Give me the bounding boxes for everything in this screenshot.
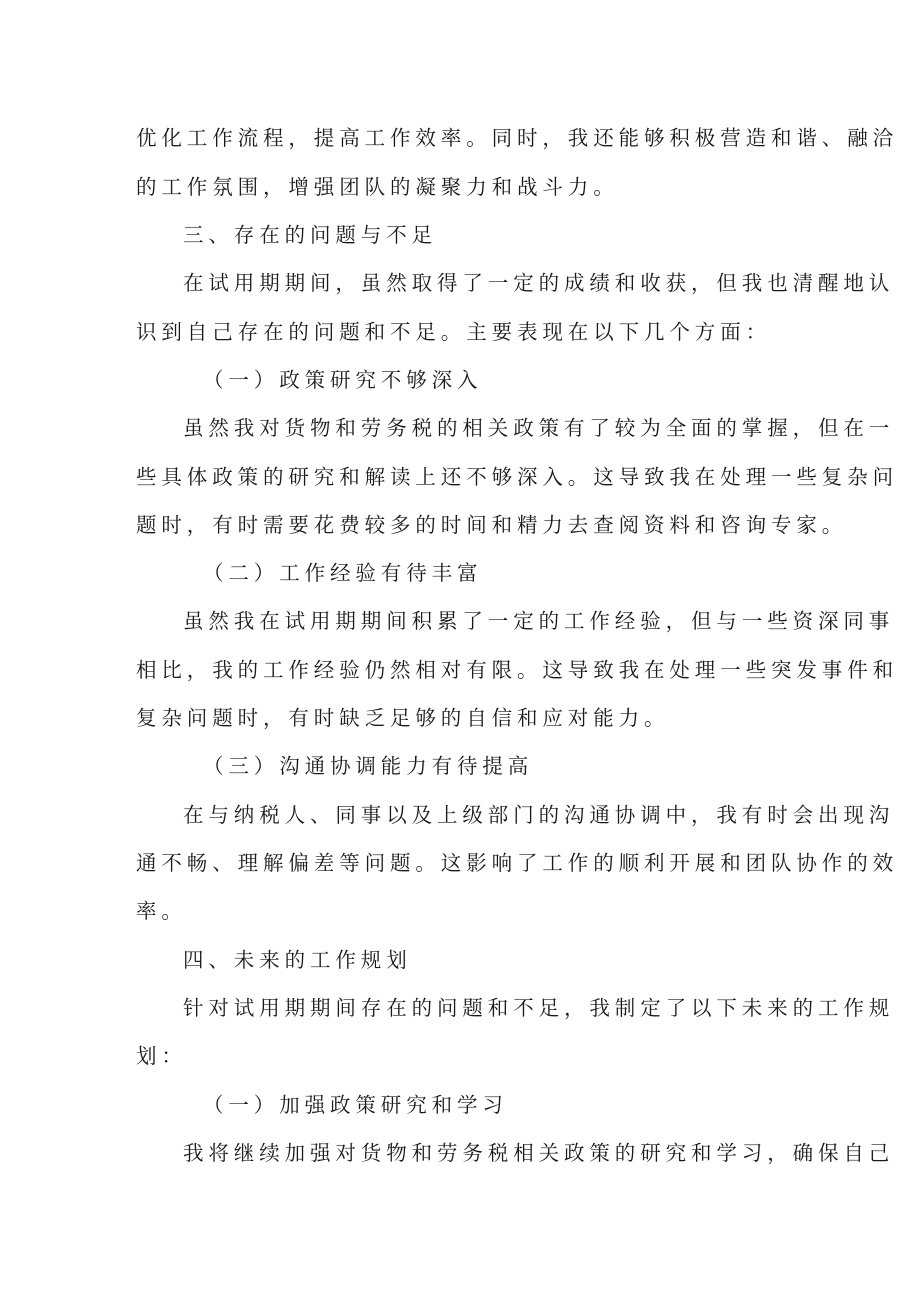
paragraph-line: 的工作氛围，增强团队的凝聚力和战斗力。 [136, 175, 619, 199]
paragraph-line: 些具体政策的研究和解读上还不够深入。这导致我在处理一些复杂问 [136, 465, 898, 489]
subsection-heading: （二）工作经验有待丰富 [203, 561, 483, 585]
paragraph-line: 率。 [136, 899, 187, 923]
subsection-heading: （一）加强政策研究和学习 [203, 1093, 508, 1117]
paragraph-line: 虽然我对货物和劳务税的相关政策有了较为全面的掌握，但在一 [183, 416, 895, 440]
paragraph-line: 划： [136, 1044, 187, 1068]
section-heading: 三、存在的问题与不足 [183, 223, 437, 247]
paragraph-line: 优化工作流程，提高工作效率。同时，我还能够积极营造和谐、融洽 [136, 126, 898, 150]
section-heading: 四、未来的工作规划 [183, 948, 412, 972]
paragraph-line: 针对试用期期间存在的问题和不足，我制定了以下未来的工作规 [183, 996, 895, 1020]
paragraph-line: 虽然我在试用期期间积累了一定的工作经验，但与一些资深同事 [183, 609, 895, 633]
paragraph-line: 相比，我的工作经验仍然相对有限。这导致我在处理一些突发事件和 [136, 658, 898, 682]
paragraph-line: 复杂问题时，有时缺乏足够的自信和应对能力。 [136, 706, 670, 730]
paragraph-line: 在试用期期间，虽然取得了一定的成绩和收获，但我也清醒地认 [183, 271, 895, 295]
paragraph-line: 通不畅、理解偏差等问题。这影响了工作的顺利开展和团队协作的效 [136, 851, 898, 875]
subsection-heading: （一）政策研究不够深入 [203, 368, 483, 392]
paragraph-line: 题时，有时需要花费较多的时间和精力去查阅资料和咨询专家。 [136, 513, 848, 537]
paragraph-line: 我将继续加强对货物和劳务税相关政策的研究和学习，确保自己 [183, 1141, 895, 1165]
paragraph-line: 识到自己存在的问题和不足。主要表现在以下几个方面： [136, 320, 771, 344]
paragraph-line: 在与纳税人、同事以及上级部门的沟通协调中，我有时会出现沟 [183, 803, 895, 827]
subsection-heading: （三）沟通协调能力有待提高 [203, 754, 534, 778]
